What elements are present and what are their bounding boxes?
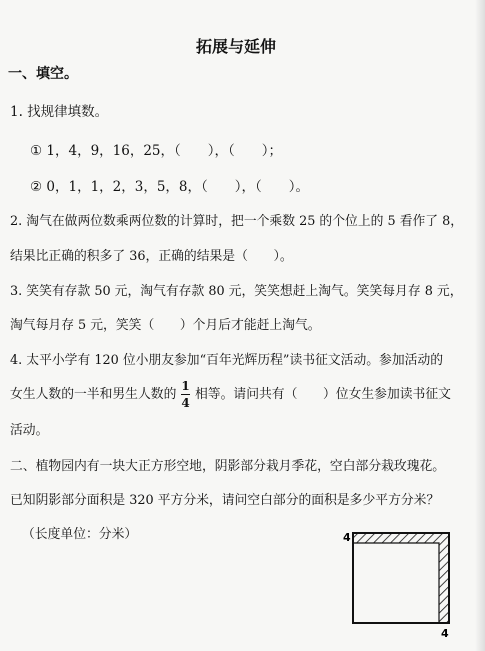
q4-line2-after: 相等。请问共有（ ）位女生参加读书征文: [195, 387, 451, 402]
outer-square: [353, 533, 449, 623]
garden-square-diagram: [338, 527, 458, 647]
section1-heading: 一、填空。: [8, 66, 78, 82]
q4-line3: 活动。: [10, 423, 49, 438]
q3-line2: 淘气每月存 5 元，笑笑（ ）个月后才能赶上淘气。: [10, 318, 321, 333]
q2-line2: 结果比正确的积多了 36，正确的结果是（ ）。: [10, 249, 293, 264]
q4-line2-before: 女生人数的一半和男生人数的: [10, 387, 177, 402]
q1-part-b: ② 0，1，1，2，3，5，8，（ ），（ ）。: [30, 179, 310, 195]
q4-line1: 4. 太平小学有 120 位小朋友参加“百年光辉历程”读书征文活动。参加活动的: [10, 353, 444, 368]
fraction-bar: [181, 394, 190, 395]
q1-label: 1. 找规律填数。: [10, 104, 109, 120]
right-side-label: 4: [441, 627, 449, 640]
fraction-numerator: 1: [181, 379, 190, 393]
section2-line2: 已知阴影部分面积是 320 平方分米，请问空白部分的面积是多少平方分米？: [10, 493, 440, 508]
fraction-denominator: 4: [181, 396, 190, 410]
q1-part-a: ① 1，4，9，16，25，（ ），（ ）；: [30, 143, 283, 159]
q4-fraction: [181, 380, 190, 409]
section2-line1: 二、植物园内有一块大正方形空地，阴影部分栽月季花，空白部分栽玫瑰花。: [10, 459, 446, 474]
shaded-strip-right: [439, 543, 449, 623]
page-edge-shadow: [475, 0, 485, 651]
shaded-strip-top: [353, 533, 449, 543]
q3-line1: 3. 笑笑有存款 50 元，淘气有存款 80 元，笑笑想赶上淘气。笑笑每月存 8 元，: [10, 284, 463, 299]
page-title: 拓展与延伸: [196, 37, 277, 56]
top-side-label: 4: [343, 531, 351, 544]
unit-note: （长度单位：分米）: [22, 527, 138, 542]
q2-line1: 2. 淘气在做两位数乘两位数的计算时，把一个乘数 25 的个位上的 5 看作了 8，: [10, 214, 464, 229]
inner-boundary: [353, 543, 439, 623]
